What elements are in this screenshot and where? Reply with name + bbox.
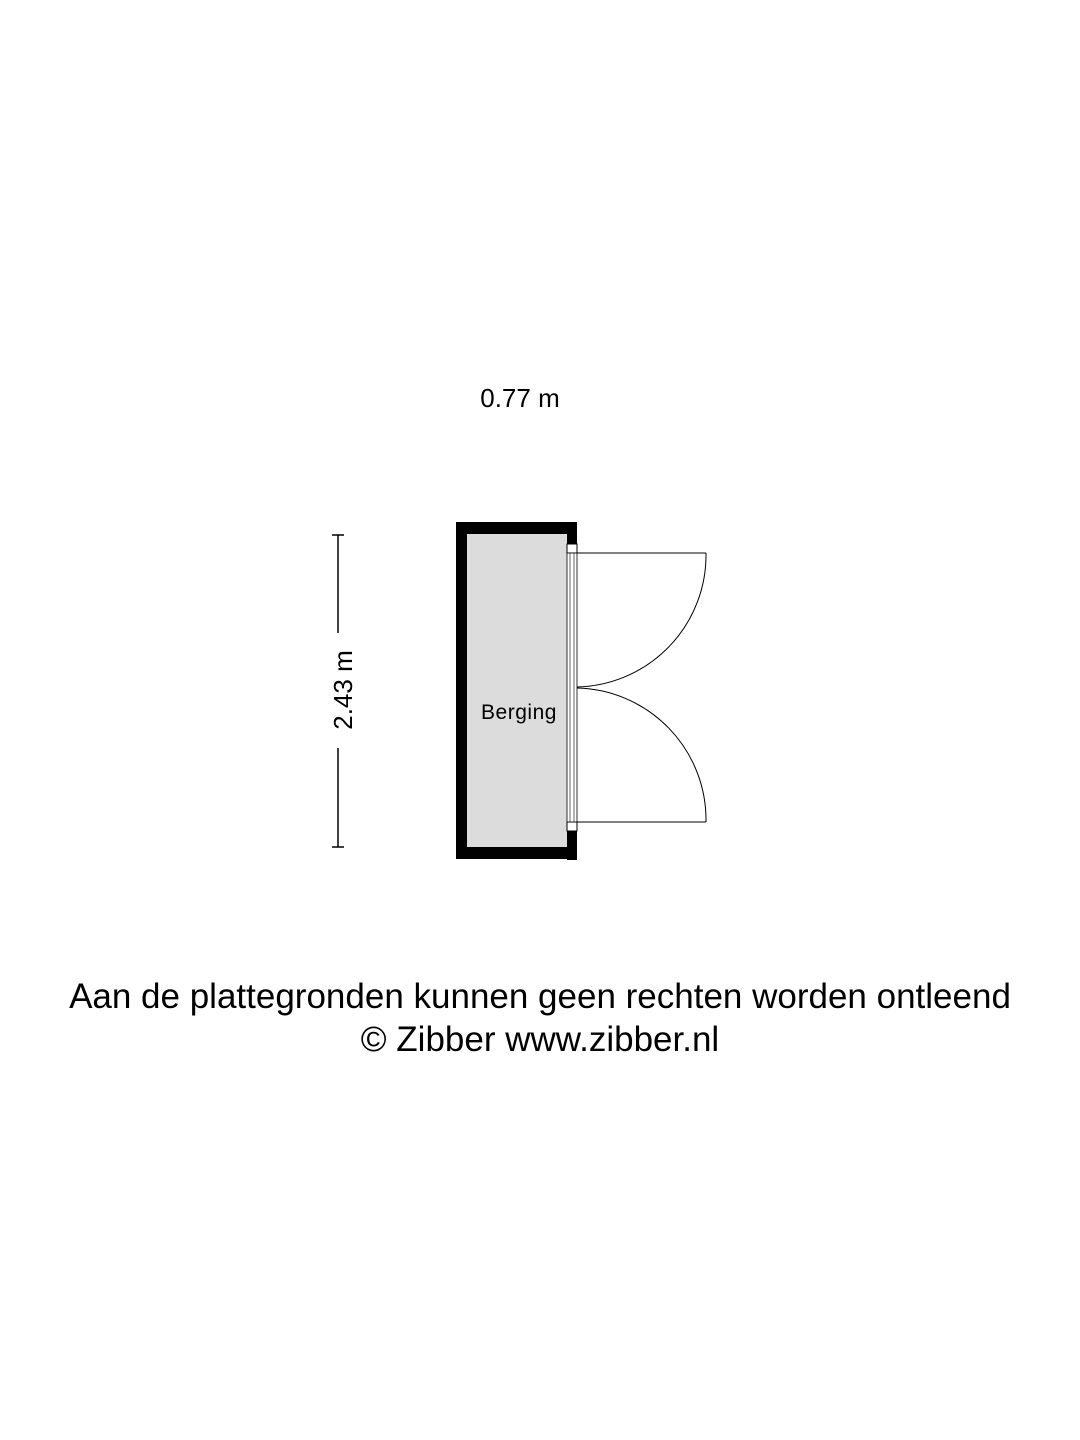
disclaimer-text: Aan de plattegronden kunnen geen rechten worden ontleend (69, 977, 1011, 1016)
wall-right-bottom-stub (566, 831, 577, 859)
wall-right-top-stub (566, 522, 577, 544)
wall-left-frame (456, 522, 467, 859)
double-door (577, 553, 706, 822)
room-name-label: Berging (481, 701, 557, 724)
copyright-text: © Zibber www.zibber.nl (360, 1020, 720, 1059)
width-dimension-label: 0.77 m (480, 383, 560, 413)
wall-outer-frame (456, 522, 577, 534)
height-dimension-label: 2.43 m (328, 650, 358, 730)
room-floor (467, 534, 567, 847)
wall-bottom-frame (456, 847, 577, 859)
door-frame (567, 544, 577, 831)
